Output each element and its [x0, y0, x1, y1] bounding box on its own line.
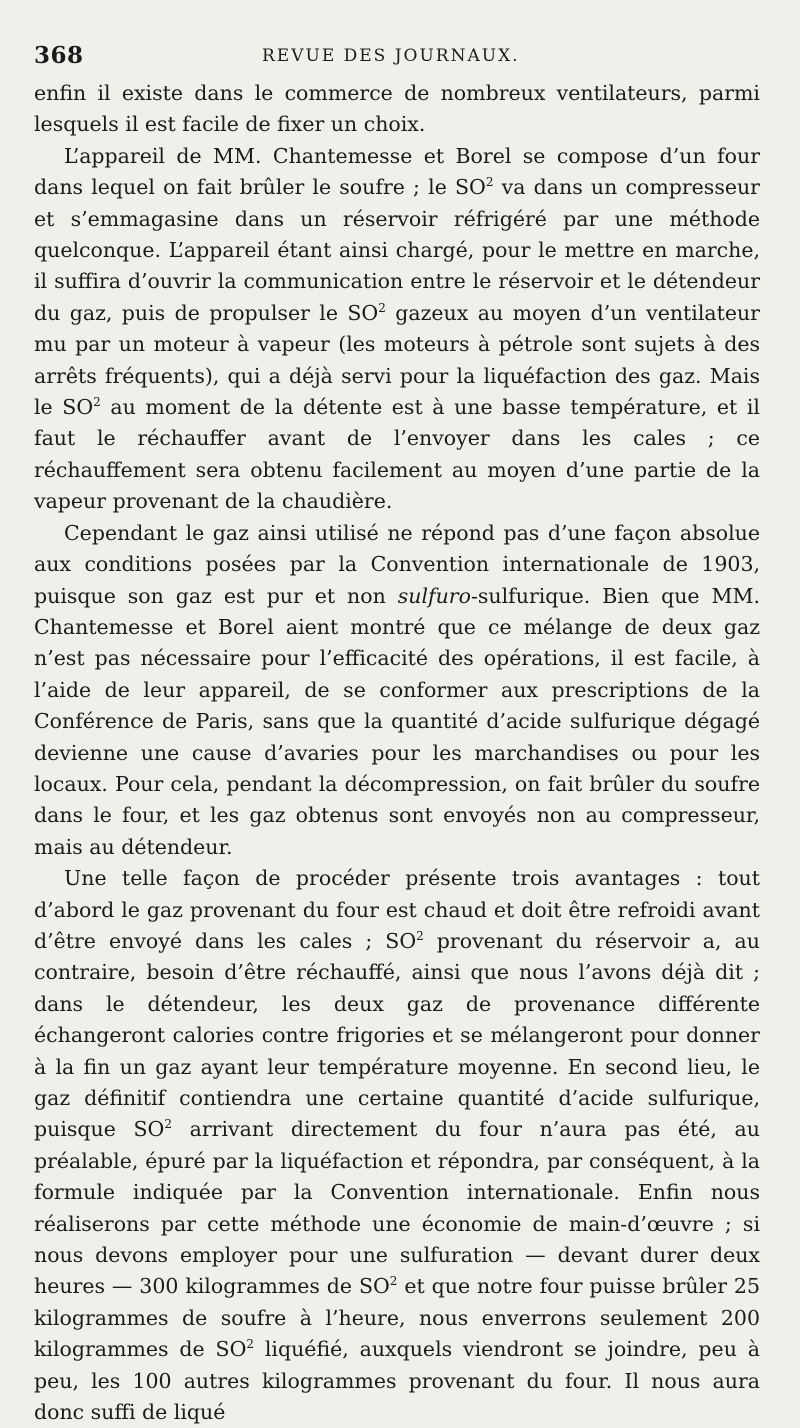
paragraph — [34, 863, 760, 1428]
paragraph — [34, 518, 760, 863]
text-segment: gazeux au moyen d’un ventilateur mu par un moteur à vapeur (les moteurs à pétrole sont sujets à des arrêts fréquents), qui a déjà servi pour la liquéfaction des gaz. Mais le SO — [34, 300, 760, 420]
superscript: 2 — [164, 1117, 172, 1132]
text-segment: L’appareil de MM. Chantemesse et Borel se compose d’un four dans lequel on fait brûler le soufre ; le SO — [34, 143, 760, 200]
paragraph — [34, 141, 760, 518]
superscript: 2 — [378, 300, 386, 315]
text-segment: Cependant le gaz ainsi utilisé ne répond pas d’une façon absolue aux conditions posées par la Convention internationale de 1903, puisque son gaz est pur et non — [34, 520, 760, 608]
superscript: 2 — [93, 395, 101, 410]
page-header — [34, 38, 760, 78]
italic-text: sulfuro — [397, 583, 471, 608]
text-segment: provenant du réservoir a, au contraire, besoin d’être réchauffé, ainsi que nous l’avons déjà dit ; dans le détendeur, les deux gaz de provenance différente échangeront calories contre frigories et se mélangeront pour donner à la fin un gaz ayant leur température moyenne. En second lieu, le gaz définitif contiendra une certaine quantité d’acide sulfurique, puisque SO — [34, 928, 760, 1142]
text-segment: arrivant directement du four n’aura pas été, au préalable, épuré par la liquéfaction et répondra, par conséquent, à la formule indiquée par la Convention internationale. Enfin nous réaliserons par cette méthode une économie de main-d’œuvre ; si nous devons employer pour une sulfuration — devant durer deux heures — 300 kilogrammes de SO — [34, 1117, 760, 1299]
running-head: REVUE DES JOURNAUX. — [262, 46, 520, 66]
text-segment: liquéfié, auxquels viendront se joindre, peu à peu, les 100 autres kilogrammes provenant du four. Il nous aura donc suffi de liqué — [34, 1337, 760, 1425]
superscript: 2 — [485, 175, 494, 190]
paragraph — [34, 78, 760, 141]
text-segment: enfin il existe dans le commerce de nombreux ventilateurs, parmi lesquels il est facile de fixer un choix. — [34, 81, 760, 137]
text-segment: au moment de la détente est à une basse température, et il faut le réchauffer avant de l’envoyer dans les cales ; ce réchauffement sera obtenu facilement au moyen d’une partie de la vapeur provenant de la chaudière. — [34, 395, 760, 514]
text-segment: va dans un compresseur et s’emmagasine dans un réservoir réfrigéré par une méthode quelconque. L’appareil étant ainsi chargé, pour le mettre en marche, il suffira d’ouvrir la communication entre le réservoir et le détendeur du gaz, puis de propulser le SO — [34, 175, 760, 325]
text-segment: et que notre four puisse brûler 25 kilogrammes de soufre à l’heure, nous enverrons seulement 200 kilogrammes de SO — [34, 1274, 760, 1362]
superscript: 2 — [246, 1337, 255, 1352]
page-number: 368 — [34, 42, 84, 69]
body-text — [34, 78, 760, 1428]
superscript: 2 — [389, 1274, 398, 1289]
text-segment: -sulfurique. Bien que MM. Chantemesse et Borel aient montré que ce mélange de deux gaz n’est pas nécessaire pour l’efficacité des opérations, il est facile, à l’aide de leur appareil, de se conformer aux prescriptions de la Conférence de Paris, sans que la quantité d’acide sulfurique dégagé devienne une cause d’avaries pour les marchandises ou pour les locaux. Pour cela, pendant la décompression, on fait brûler du soufre dans le four, et les gaz obtenus sont envoyés non au compresseur, mais au détendeur. — [34, 583, 760, 859]
superscript: 2 — [416, 928, 424, 943]
text-segment: Une telle façon de procéder présente trois avantages : tout d’abord le gaz provenant du four est chaud et doit être refroidi avant d’être envoyé dans les cales ; SO — [34, 866, 760, 953]
